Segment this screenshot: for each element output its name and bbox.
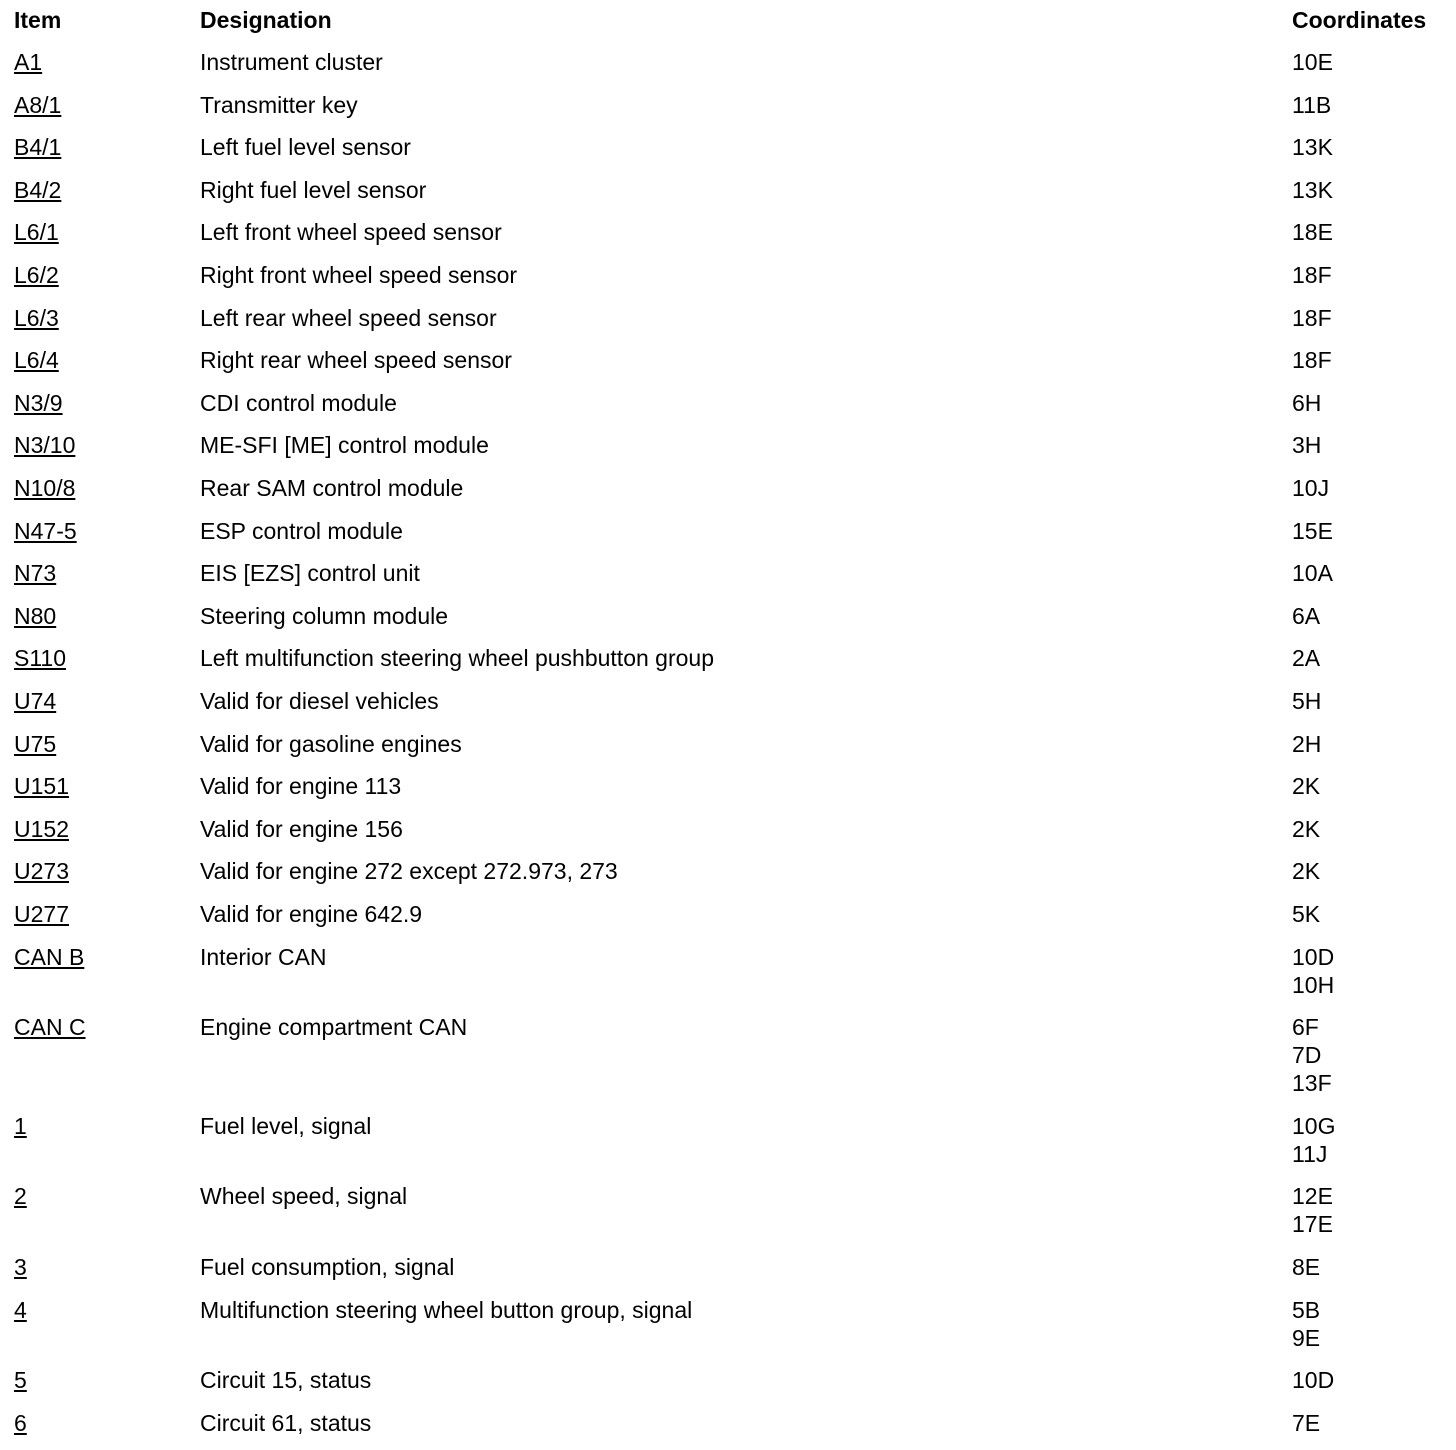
item-link[interactable]: 1 (14, 1112, 27, 1139)
designation-text: Left front wheel speed sensor (200, 219, 502, 246)
designation-text: Left multifunction steering wheel pushbutton group (200, 645, 714, 672)
coordinate-value: 2A (1292, 645, 1321, 672)
coordinate-value: 9E (1292, 1324, 1321, 1351)
coordinate-value: 3H (1292, 432, 1322, 459)
coordinate-value: 17E (1292, 1211, 1333, 1238)
coordinate-value: 6F (1292, 1014, 1319, 1041)
coordinates-cell (1292, 1182, 1333, 1238)
item-link[interactable]: L6/3 (14, 304, 59, 331)
item-link[interactable]: N10/8 (14, 475, 76, 501)
coordinate-value: 5B (1292, 1296, 1321, 1323)
coordinate-value: 8E (1292, 1254, 1321, 1280)
item-link[interactable]: U273 (14, 858, 69, 885)
coordinates-cell (1292, 346, 1332, 374)
coordinate-value: 11B (1292, 91, 1332, 118)
coordinate-value: 15E (1292, 517, 1333, 544)
coordinates-cell (1292, 687, 1321, 715)
coordinates-cell (1292, 644, 1320, 672)
coordinates-cell (1292, 602, 1320, 630)
item-link[interactable]: 6 (14, 1409, 27, 1436)
coordinates-cell (1292, 772, 1320, 800)
coordinates-cell (1292, 1253, 1320, 1281)
item-link[interactable]: A1 (14, 49, 43, 75)
designation-text: Valid for engine 113 (200, 773, 402, 800)
coordinates-cell (1292, 1296, 1320, 1352)
coordinate-value: 2K (1292, 858, 1321, 885)
coordinate-value: 13K (1292, 134, 1333, 161)
designation-text: CDI control module (200, 389, 397, 416)
coordinate-value: 6H (1292, 389, 1322, 416)
designation-text: Engine compartment CAN (200, 1014, 468, 1041)
table-header (0, 0, 1456, 42)
coordinate-value: 13K (1292, 176, 1333, 203)
item-link[interactable]: U151 (14, 773, 69, 800)
coordinates-cell (1292, 1409, 1320, 1437)
item-link[interactable]: N73 (14, 560, 57, 587)
item-link[interactable]: 4 (14, 1296, 27, 1323)
item-link[interactable]: U277 (14, 901, 69, 927)
coordinates-cell (1292, 730, 1321, 758)
coordinates-cell (1292, 559, 1333, 587)
coordinate-value: 10J (1292, 475, 1330, 501)
item-link[interactable]: U75 (14, 730, 57, 757)
designation-text: Rear SAM control module (200, 475, 464, 501)
coordinate-value: 18F (1292, 347, 1332, 374)
designation-text: Circuit 61, status (200, 1409, 372, 1436)
coordinates-cell (1292, 133, 1333, 161)
coordinates-cell (1292, 91, 1331, 119)
header-designation: Designation (200, 7, 332, 33)
designation-text: ESP control module (200, 517, 403, 544)
designation-text: Valid for diesel vehicles (200, 688, 439, 714)
item-link[interactable]: S110 (14, 645, 67, 672)
coordinates-cell (1292, 431, 1321, 459)
coordinate-value: 5K (1292, 901, 1321, 927)
designation-text: Interior CAN (200, 943, 327, 970)
coordinate-value: 10D (1292, 943, 1335, 970)
item-link[interactable]: N3/10 (14, 432, 76, 459)
item-link[interactable]: U74 (14, 688, 57, 714)
designation-text: Valid for gasoline engines (200, 730, 462, 757)
item-link[interactable]: L6/4 (14, 347, 59, 374)
coordinates-cell (1292, 1366, 1334, 1394)
item-link[interactable]: N3/9 (14, 389, 63, 416)
coordinate-value: 7E (1292, 1409, 1321, 1436)
coordinates-cell (1292, 943, 1334, 999)
item-link[interactable]: B4/2 (14, 176, 62, 203)
designation-text: Valid for engine 642.9 (200, 901, 423, 927)
item-link[interactable]: L6/1 (14, 219, 59, 246)
designation-text: ME-SFI [ME] control module (200, 432, 489, 459)
designation-text: Instrument cluster (200, 49, 383, 75)
coordinate-value: 11J (1292, 1140, 1328, 1167)
designation-text: Multifunction steering wheel button group, signal (200, 1296, 693, 1323)
item-link[interactable]: 5 (14, 1367, 27, 1394)
designation-text: Left rear wheel speed sensor (200, 304, 497, 331)
designation-text: Valid for engine 272 except 272.973, 273 (200, 858, 618, 885)
designation-text: Wheel speed, signal (200, 1183, 408, 1210)
coordinates-cell (1292, 389, 1321, 417)
designation-text: Transmitter key (200, 91, 358, 118)
coordinates-cell (1292, 900, 1320, 928)
designation-text: Right fuel level sensor (200, 176, 427, 203)
coordinate-value: 10A (1292, 560, 1333, 587)
coordinate-value: 10G (1292, 1112, 1336, 1139)
coordinate-value: 10H (1292, 971, 1335, 998)
item-link[interactable]: A8/1 (14, 91, 62, 118)
coordinate-value: 12E (1292, 1183, 1333, 1210)
coordinate-value: 5H (1292, 688, 1322, 714)
coordinates-cell (1292, 857, 1320, 885)
designation-text: Right rear wheel speed sensor (200, 347, 512, 374)
coordinate-value: 7D (1292, 1042, 1322, 1069)
coordinate-value: 10D (1292, 1367, 1335, 1394)
coordinates-cell (1292, 1112, 1335, 1168)
coordinates-cell (1292, 48, 1333, 76)
coordinate-value: 10E (1292, 49, 1333, 75)
coordinates-cell (1292, 474, 1329, 502)
item-link[interactable]: U152 (14, 815, 69, 842)
coordinate-value: 18E (1292, 219, 1333, 246)
coordinate-value: 2H (1292, 730, 1322, 757)
item-link[interactable]: 2 (14, 1183, 27, 1210)
coordinates-cell (1292, 261, 1332, 289)
item-link[interactable]: B4/1 (14, 134, 62, 161)
coordinate-value: 18F (1292, 304, 1332, 331)
designation-text: EIS [EZS] control unit (200, 560, 420, 587)
coordinates-cell (1292, 304, 1332, 332)
item-link[interactable]: CAN C (14, 1014, 86, 1041)
coordinate-value: 13F (1292, 1070, 1332, 1097)
coordinates-cell (1292, 218, 1333, 246)
header-item: Item (14, 7, 62, 33)
coordinate-value: 18F (1292, 262, 1332, 288)
item-link[interactable]: CAN B (14, 943, 85, 970)
coordinates-cell (1292, 176, 1333, 204)
item-link[interactable]: 3 (14, 1254, 27, 1280)
coordinate-value: 2K (1292, 815, 1321, 842)
designation-text: Circuit 15, status (200, 1367, 372, 1394)
coordinates-cell (1292, 1013, 1332, 1097)
coordinate-value: 6A (1292, 602, 1321, 629)
coordinates-cell (1292, 815, 1320, 843)
coordinate-value: 2K (1292, 773, 1321, 800)
item-link[interactable]: N80 (14, 602, 57, 629)
designation-text: Valid for engine 156 (200, 815, 403, 842)
designation-text: Fuel level, signal (200, 1112, 372, 1139)
designation-text: Fuel consumption, signal (200, 1254, 455, 1280)
designation-text: Steering column module (200, 602, 449, 629)
coordinates-cell (1292, 517, 1333, 545)
header-coordinates: Coordinates (1292, 7, 1427, 33)
item-link[interactable]: L6/2 (14, 262, 59, 288)
designation-text: Left fuel level sensor (200, 134, 411, 161)
item-link[interactable]: N47-5 (14, 517, 77, 544)
designation-text: Right front wheel speed sensor (200, 262, 518, 288)
